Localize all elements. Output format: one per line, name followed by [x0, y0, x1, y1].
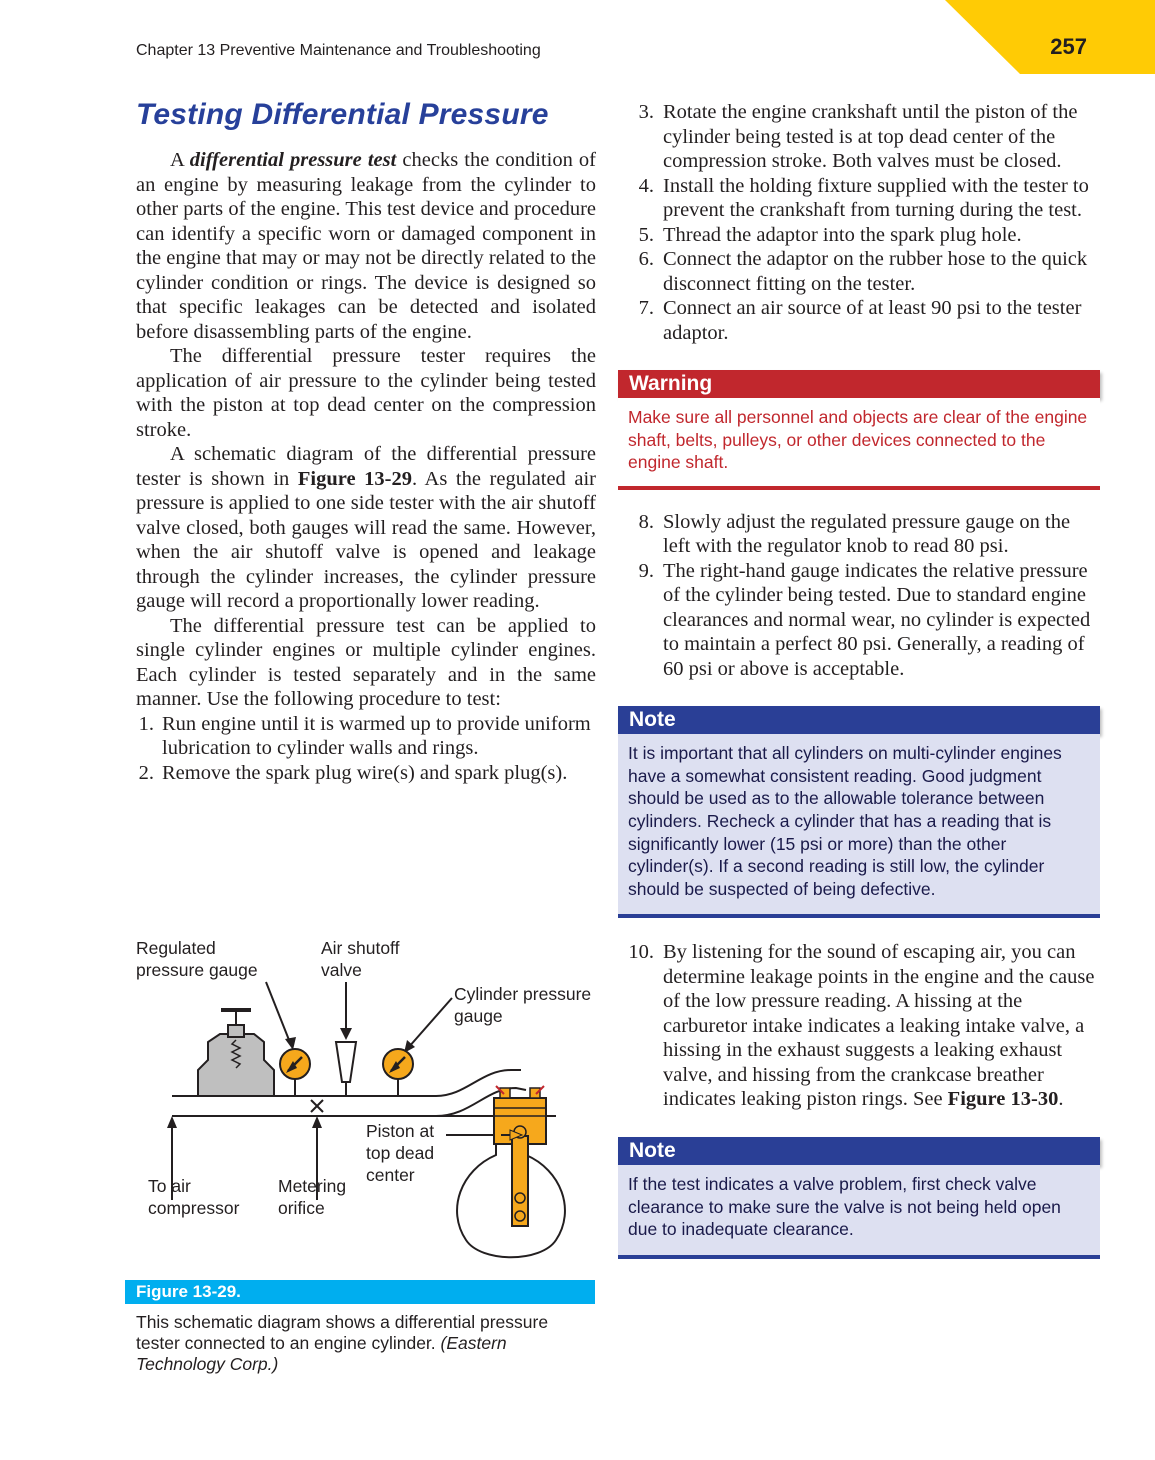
step-number: 3.: [638, 101, 654, 123]
text: A schematic diagram of the differential pressure tester is shown in: [136, 443, 596, 490]
label-to-air-compressor: To air compressor: [148, 1176, 240, 1218]
note-title: Note: [618, 1137, 1100, 1165]
figure-caption: [136, 1312, 596, 1375]
step-text: Connect the adaptor on the rubber hose to the quick disconnect fitting on the tester.: [663, 248, 1088, 295]
procedure-list-right-c: [628, 940, 1100, 1112]
step-number: 1.: [138, 712, 154, 735]
step-number: 5.: [638, 223, 654, 246]
list-item: [628, 296, 1100, 345]
note-text: It is important that all cylinders on multi-cylinder engines have a somewhat consistent reading. Good judgment should be used as to the allowable tolerance between cylinders. Recheck a cylinder that has a reading that is significantly lower (15 psi or more) than the other cylinder(s). If a second reading is still low, the cylinder should be suspected of being defective.: [618, 734, 1100, 914]
running-head: Chapter 13 Preventive Maintenance and Troubleshooting: [136, 42, 541, 59]
procedure-list-right-a: [628, 100, 1100, 345]
step-number: 7.: [638, 297, 654, 319]
paragraph-requirement: The differential pressure tester requires the application of air pressure to the cylinder being tested with the piston at top dead center on the compression stroke.: [136, 345, 596, 441]
caption-text: This schematic diagram shows a differential pressure tester connected to an engine cylinder.: [136, 1312, 549, 1353]
label-metering-orifice: Metering orifice: [278, 1176, 347, 1218]
warning-rule: [618, 486, 1100, 490]
list-item: [628, 100, 1100, 174]
step-text: Install the holding fixture supplied with the tester to prevent the crankshaft from turning during the test.: [663, 174, 1089, 221]
step-text: Slowly adjust the regulated pressure gauge on the left with the regulator knob to read 80 psi.: [663, 510, 1071, 558]
list-item: [128, 761, 596, 786]
text: checks the condition of an engine by measuring leakage from the cylinder to other parts of the engine. This test device and procedure can identify a specific worn or damaged component in the engine that may or may not be directly related to the cylinder condition or rings. The device is designed so that specific leakages can be detected and isolated before disassembling parts of the engine.: [136, 149, 596, 343]
note-text: If the test indicates a valve problem, first check valve clearance to make sure the valve is not being held open due to inadequate clearance.: [618, 1165, 1100, 1255]
paragraph-schematic: [136, 442, 596, 614]
list-item: [628, 559, 1100, 682]
warning-text: Make sure all personnel and objects are clear of the engine shaft, belts, pulleys, or other devices connected to the engine shaft.: [618, 398, 1100, 486]
step-number: 2.: [138, 761, 154, 784]
procedure-list-left: [128, 712, 596, 786]
page-number: 257: [1050, 34, 1087, 59]
figure-reference: Figure 13-29: [297, 467, 412, 490]
figure-caption-title: Figure 13-29.: [125, 1280, 595, 1304]
step-number: 9.: [638, 559, 654, 582]
caption-credit: (Eastern Technology Corp.): [136, 1333, 507, 1374]
note-title: Note: [618, 706, 1100, 734]
paragraph-intro: [136, 148, 596, 344]
label-piston-tdc: Piston at top dead center: [366, 1121, 435, 1185]
tester-schematic: [136, 930, 596, 1270]
step-text: By listening for the sound of escaping air, you can determine leakage points in the engine and the cause of the low pressure reading. A hissing at the carburetor intake indicates a leaking intake valve, a hissing in the exhaust suggests a leaking exhaust valve, and hissing from the crankcase breather indicates leaking piston rings. See: [663, 941, 1095, 1111]
figure-13-29-diagram: [136, 930, 596, 1270]
warning-title: Warning: [618, 370, 1100, 398]
step-number: 10.: [628, 941, 654, 964]
list-item: [628, 510, 1100, 559]
procedure-list-right-b: [628, 510, 1100, 682]
note-box-consistency: [618, 706, 1100, 918]
right-column: [628, 100, 1100, 1259]
left-column: [136, 92, 596, 785]
step-number: 4.: [638, 174, 654, 197]
warning-box: [618, 370, 1100, 490]
list-item: [128, 712, 596, 761]
step-text: Connect an air source of at least 90 psi to the tester adaptor.: [663, 297, 1082, 344]
step-text: Thread the adaptor into the spark plug hole.: [663, 223, 1022, 246]
step-text: Run engine until it is warmed up to provide uniform lubrication to cylinder walls and rings.: [162, 712, 591, 759]
step-text: Remove the spark plug wire(s) and spark plug(s).: [162, 761, 568, 784]
figure-reference: Figure 13-30: [947, 1088, 1059, 1111]
label-cylinder-gauge: Cylinder pressure gauge: [454, 984, 592, 1026]
label-air-shutoff-valve: Air shutoff valve: [321, 938, 400, 980]
text: . As the regulated air pressure is applied to one side tester with the air shutoff valve closed, both gauges will read the same. However, when the air shutoff valve is opened and leakage through the cylinder increases, the cylinder pressure gauge will record a proportionally lower reading.: [136, 467, 596, 612]
note-rule: [618, 1255, 1100, 1259]
step-number: 6.: [638, 248, 654, 270]
paragraph-procedure: The differential pressure test can be applied to single cylinder engines or multiple cylinder engines. Each cylinder is tested separately and in the same manner. Use the following procedure to test:: [136, 614, 596, 710]
label-regulated-gauge: Regulated pressure gauge: [136, 938, 258, 980]
section-title: Testing Differential Pressure: [136, 98, 549, 131]
text: .: [1058, 1088, 1064, 1111]
text: A: [170, 149, 190, 171]
note-box-valve: [618, 1137, 1100, 1259]
note-rule: [618, 914, 1100, 918]
list-item: [628, 174, 1100, 223]
list-item: [628, 940, 1100, 1112]
step-number: 8.: [638, 510, 654, 533]
step-text: Rotate the engine crankshaft until the piston of the cylinder being tested is at top dead center of the compression stroke. Both valves must be closed.: [663, 101, 1078, 172]
step-text: The right-hand gauge indicates the relative pressure of the cylinder being tested. Due to standard engine clearances and normal wear, no cylinder is expected to maintain a perfect 80 psi. Generally, a reading of 60 psi or above is acceptable.: [663, 559, 1091, 680]
list-item: [628, 247, 1100, 296]
key-term: differential pressure test: [189, 149, 397, 171]
list-item: [628, 223, 1100, 248]
